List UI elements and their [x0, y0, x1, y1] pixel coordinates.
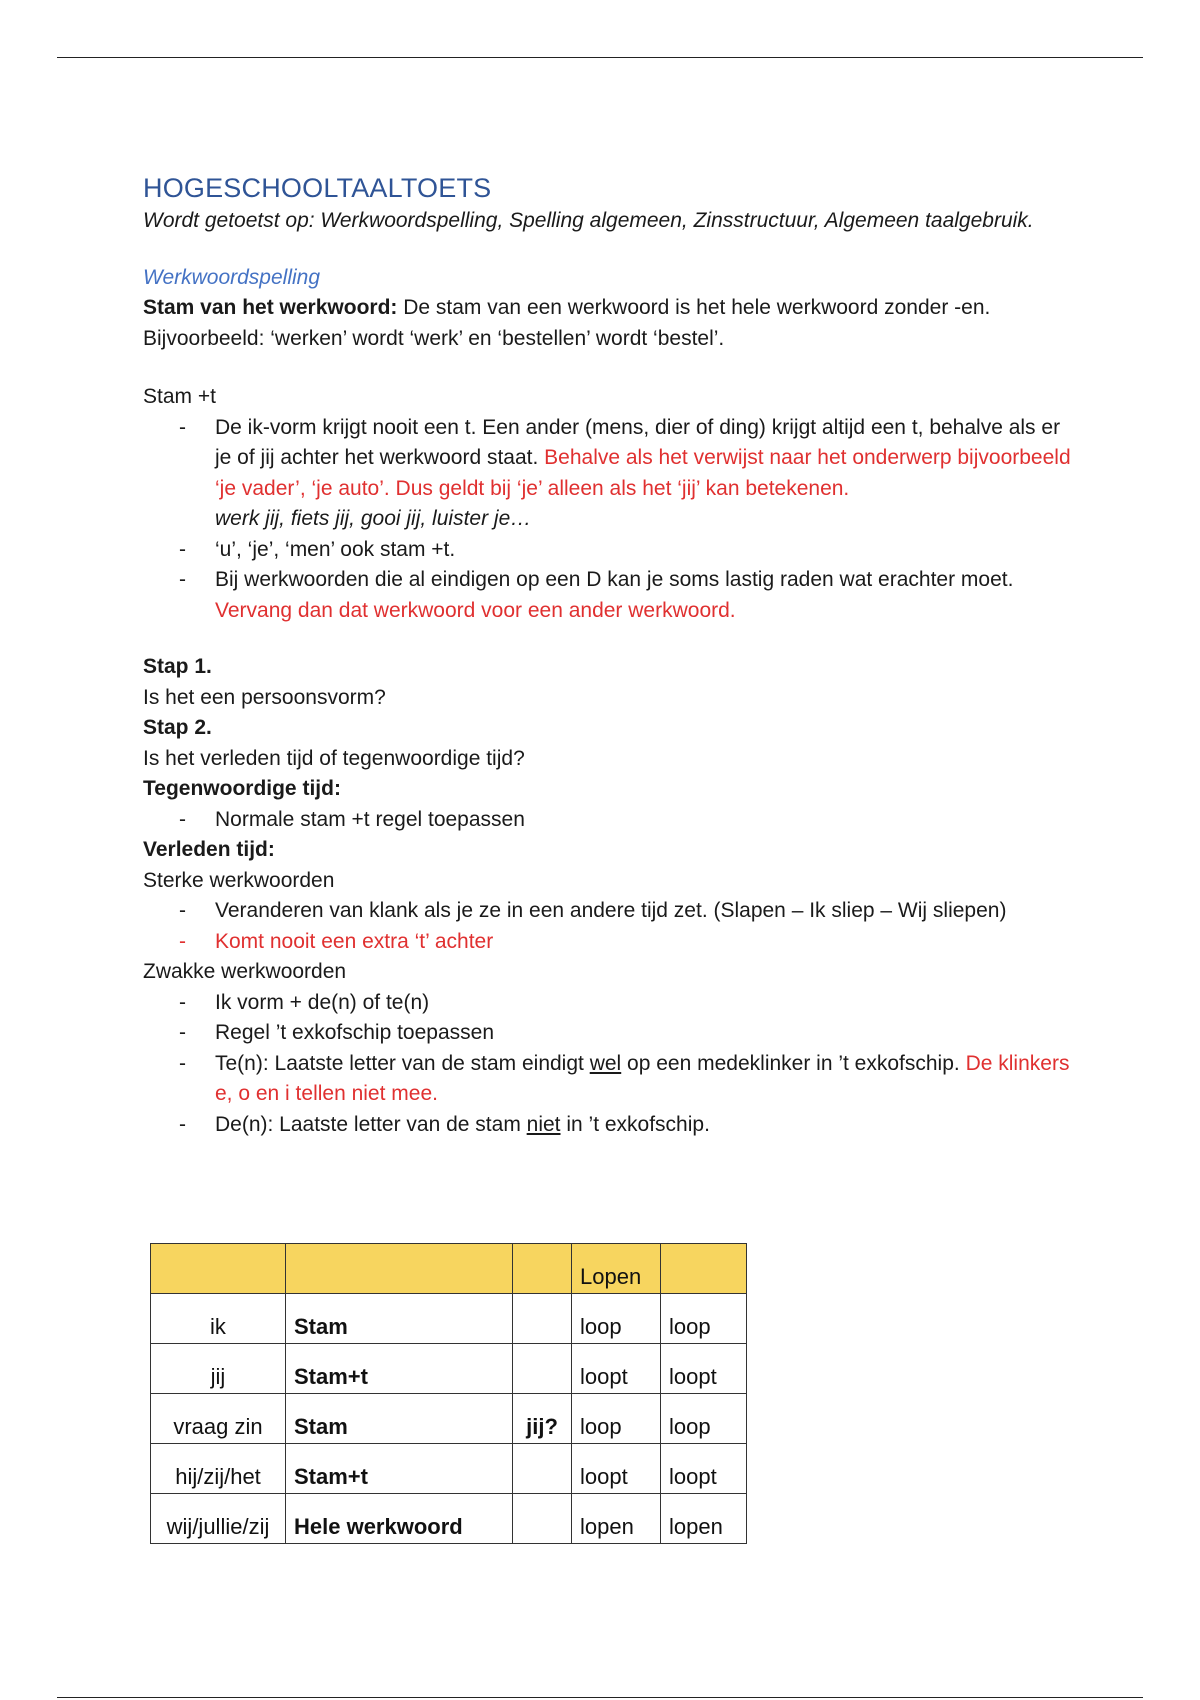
- stam-t-heading: Stam +t: [143, 385, 216, 408]
- stam-definition-text: De stam van een werkwoord is het hele werkwoord zonder -en. Bijvoorbeeld: ‘werken’ wordt ‘werk’ en ‘bestellen’ wordt ‘bestel’.: [143, 296, 991, 350]
- table-row: [151, 1394, 747, 1444]
- document-body: [143, 170, 1073, 1140]
- table-cell-value: loopt: [661, 1344, 747, 1394]
- list-item: [143, 413, 1073, 535]
- table-cell-person: jij: [151, 1344, 286, 1394]
- list-item: [143, 565, 1073, 626]
- table-header-cell: [286, 1244, 513, 1294]
- stam-definition: [143, 293, 1073, 354]
- list-item: [143, 1110, 1073, 1141]
- table-cell-form: Stam: [286, 1394, 513, 1444]
- table-cell-question: [513, 1344, 572, 1394]
- table-cell-value: loop: [661, 1294, 747, 1344]
- table-cell-value: lopen: [661, 1494, 747, 1544]
- bottom-rule: [57, 1697, 1143, 1698]
- table-cell-person: wij/jullie/zij: [151, 1494, 286, 1544]
- list-item: - Normale stam +t regel toepassen: [143, 805, 1073, 836]
- table-row: [151, 1294, 747, 1344]
- table-cell-form: Stam: [286, 1294, 513, 1344]
- table-cell-question: [513, 1494, 572, 1544]
- table-cell-person: ik: [151, 1294, 286, 1344]
- table-header-cell: [151, 1244, 286, 1294]
- weak-item3-text-a: Te(n): Laatste letter van de stam eindigt: [215, 1051, 590, 1075]
- stam-t-item3-text: Bij werkwoorden die al eindigen op een D kan je soms lastig raden wat erachter moet.: [215, 568, 1014, 591]
- stap2-text: Is het verleden tijd of tegenwoordige tijd?: [143, 746, 525, 770]
- list-item: - Veranderen van klank als je ze in een andere tijd zet. (Slapen – Ik sliep – Wij sliepen): [143, 896, 1073, 927]
- table-row: [151, 1494, 747, 1544]
- table-header-cell: [661, 1244, 747, 1294]
- weak-verbs-list: [143, 988, 1073, 1141]
- table-cell-value: loopt: [572, 1344, 661, 1394]
- stam-t-item1-note: Behalve als het verwijst naar het onderwerp bijvoorbeeld ‘je vader’, ‘je auto’. Dus geldt bij ‘je’ alleen als het ‘jij’ kan betekenen.: [215, 446, 1071, 500]
- stam-definition-label: Stam van het werkwoord:: [143, 296, 398, 319]
- table-header-row: [151, 1244, 747, 1294]
- table-cell-value: lopen: [572, 1494, 661, 1544]
- table-cell-question: jij?: [513, 1394, 572, 1444]
- table-cell-form: Hele werkwoord: [286, 1494, 513, 1544]
- present-tense-list: [143, 805, 1073, 836]
- stam-t-item2-text: ‘u’, ‘je’, ‘men’ ook stam +t.: [215, 537, 456, 561]
- page-title: HOGESCHOOLTAALTOETS: [143, 173, 492, 203]
- stam-t-item3-note: Vervang dan dat werkwoord voor een ander werkwoord.: [215, 598, 736, 622]
- stam-t-item1-text: De ik-vorm krijgt nooit een t. Een ander (mens, dier of ding) krijgt altijd een t, behalve als er je of jij achter het werkwoord staat.: [215, 415, 1061, 469]
- list-item: - Ik vorm + de(n) of te(n): [143, 988, 1073, 1019]
- weak-item3-note: De klinkers e, o en i tellen niet mee.: [215, 1051, 1070, 1105]
- weak-item3-text-b: op een medeklinker in ’t exkofschip.: [621, 1051, 966, 1075]
- list-item: [143, 535, 1073, 566]
- stap1-text: Is het een persoonsvorm?: [143, 685, 386, 709]
- weak-item3-underlined: wel: [589, 1051, 622, 1075]
- top-rule: [57, 57, 1143, 58]
- stap1-label: Stap 1.: [143, 655, 212, 678]
- past-tense-label: Verleden tijd:: [143, 838, 275, 861]
- present-tense-label: Tegenwoordige tijd:: [143, 777, 341, 800]
- weak-item4-underlined: niet: [526, 1112, 561, 1136]
- list-item: - Regel ’t exkofschip toepassen: [143, 1018, 1073, 1049]
- conjugation-table: [150, 1243, 747, 1544]
- page-subtitle: Wordt getoetst op: Werkwoordspelling, Spelling algemeen, Zinsstructuur, Algemeen taalgebruik.: [143, 209, 1034, 232]
- stam-t-item1-example: werk jij, fiets jij, gooi jij, luister je…: [215, 507, 532, 530]
- list-item: - Komt nooit een extra ‘t’ achter: [143, 927, 1073, 958]
- table-cell-value: loopt: [661, 1444, 747, 1494]
- table-cell-person: vraag zin: [151, 1394, 286, 1444]
- table-cell-form: Stam+t: [286, 1344, 513, 1394]
- table-cell-question: [513, 1444, 572, 1494]
- strong-verbs-label: Sterke werkwoorden: [143, 868, 335, 892]
- weak-item4-text-b: in ’t exkofschip.: [560, 1112, 710, 1136]
- stap2-label: Stap 2.: [143, 716, 212, 739]
- weak-item4-text-a: De(n): Laatste letter van de stam: [215, 1112, 527, 1136]
- table-cell-value: loop: [661, 1394, 747, 1444]
- section-heading-werkwoordspelling: Werkwoordspelling: [143, 265, 321, 289]
- table-cell-value: loop: [572, 1294, 661, 1344]
- table-row: [151, 1344, 747, 1394]
- table-cell-form: Stam+t: [286, 1444, 513, 1494]
- table-cell-value: loop: [572, 1394, 661, 1444]
- table-header-verb: Lopen: [572, 1244, 661, 1294]
- stam-t-list: [143, 413, 1073, 627]
- list-item: [143, 1049, 1073, 1110]
- table-row: [151, 1444, 747, 1494]
- table-cell-person: hij/zij/het: [151, 1444, 286, 1494]
- table-cell-value: loopt: [572, 1444, 661, 1494]
- strong-verbs-list: [143, 896, 1073, 957]
- table-header-cell: [513, 1244, 572, 1294]
- table-cell-question: [513, 1294, 572, 1344]
- weak-verbs-label: Zwakke werkwoorden: [143, 960, 347, 983]
